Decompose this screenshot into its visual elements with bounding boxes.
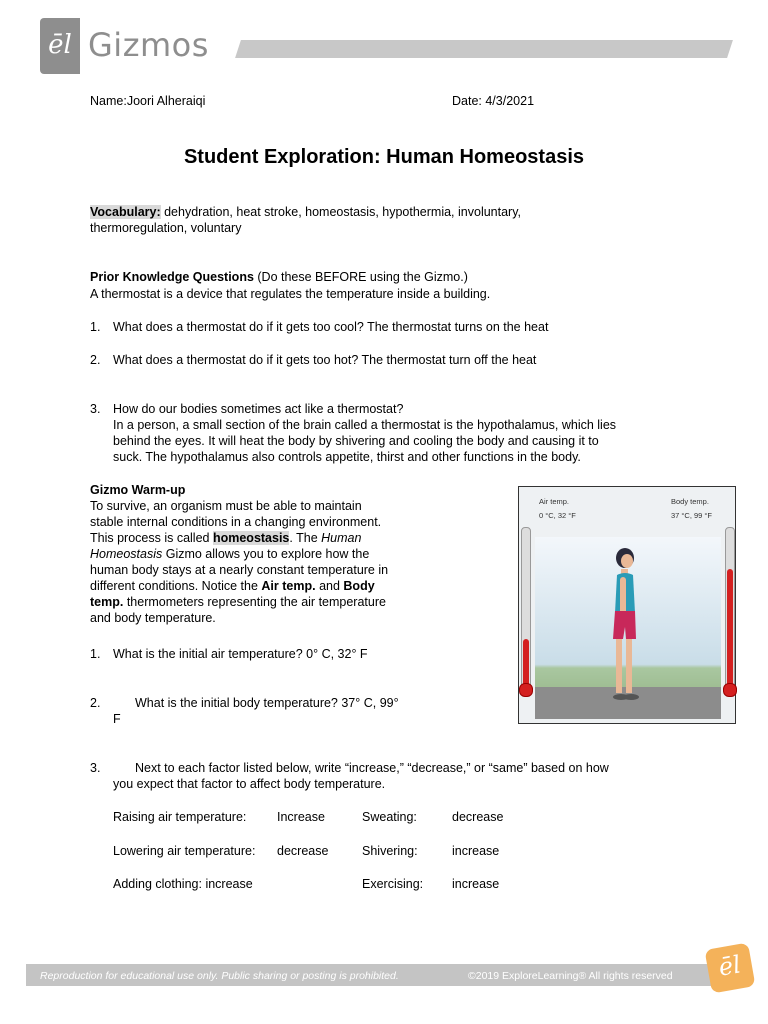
explorelearning-logo-icon: ēl [48,30,72,60]
warmup-line-7 [90,594,386,610]
prior-knowledge-heading [90,269,468,285]
footer-logo [705,943,756,994]
factor-label: Shivering: [362,844,418,858]
warmup-text: Gizmo allows you to explore how the [162,547,370,561]
vocabulary-label: Vocabulary: [90,205,161,219]
header-decorative-bar [235,40,733,58]
gizmo-name-italic: Homeostasis [90,547,163,561]
body-temp-term: temp. [90,595,124,609]
warmup-text: This process is called [90,531,213,545]
air-thermometer-bulb [519,683,533,697]
warmup-q2: What is the initial body temperature? 37° C, 99° [135,696,399,710]
vocabulary-line-2: thermoregulation, voluntary [90,221,242,235]
factor-answer: Increase [277,810,325,824]
factor-row [113,876,253,892]
warmup-line-1: To survive, an organism must be able to maintain [90,499,362,513]
explorelearning-logo-icon: ēl [716,950,743,982]
prior-q2: What does a thermostat do if it gets too hot? The thermostat turn off the heat [113,353,537,367]
warmup-line-4 [90,546,369,562]
warmup-heading [90,482,185,498]
body-temp-value: 37 °C, 99 °F [671,511,713,520]
factor-answer: increase [452,844,500,858]
factor-answer: decrease [452,810,504,824]
factor-label: Exercising: [362,877,424,891]
warmup-line-3 [90,530,361,546]
body-thermometer-bulb [723,683,737,697]
prior-q1: What does a thermostat do if it gets too cool? The thermostat turns on the heat [113,320,549,334]
person-figure [599,543,649,709]
factor-label: Lowering air temperature: [113,844,256,858]
name-value: Joori Alheraiqi [126,94,206,108]
body-temp-label: Body temp. [671,497,709,506]
body-thermometer [725,527,735,689]
body-thermometer-fill [727,569,733,686]
warmup-q2-number: 2. [90,696,101,710]
prior-q3: How do our bodies sometimes act like a thermostat? [113,402,404,416]
prior-q1-number: 1. [90,320,101,334]
prior-q2-number: 2. [90,353,101,367]
factor-answer: decrease [277,844,329,858]
factor-answer: increase [452,877,500,891]
body-temp-term: Body [343,579,375,593]
footer-notice: Reproduction for educational use only. Public sharing or posting is prohibited. [40,970,399,982]
name-field [90,93,205,109]
vocabulary-line-1 [90,204,521,220]
factor-answer: increase [205,877,253,891]
warmup-text: thermometers representing the air temperature [123,595,386,609]
date-value: 4/3/2021 [485,94,535,108]
prior-a3-line-1: In a person, a small section of the brain called a thermostat is the hypothalamus, which lies [113,418,617,432]
prior-heading-text: Prior Knowledge Questions [90,270,254,284]
warmup-q3-number: 3. [90,761,101,775]
prior-intro: A thermostat is a device that regulates the temperature inside a building. [90,287,491,301]
gizmo-simulation-figure [518,486,736,724]
air-thermometer-fill [523,639,529,686]
warmup-line-2: stable internal conditions in a changing environment. [90,515,382,529]
warmup-line-6 [90,578,375,594]
warmup-text: . The [289,531,322,545]
warmup-text: and [315,579,344,593]
factor-label: Sweating: [362,810,417,824]
factor-label: Raising air temperature: [113,810,247,824]
warmup-q3-line-1: Next to each factor listed below, write “increase,” “decrease,” or “same” based on how [135,761,609,775]
air-temp-label: Air temp. [539,497,570,506]
page-title: Student Exploration: Human Homeostasis [183,146,585,168]
prior-q3-number: 3. [90,402,101,416]
prior-a3-line-2: behind the eyes. It will heat the body by shivering and cooling the body and causing it to [113,434,599,448]
air-thermometer [521,527,531,689]
warmup-line-5: human body stays at a nearly constant temperature in [90,563,389,577]
air-temp-value: 0 °C, 32 °F [539,511,576,520]
warmup-q1-number: 1. [90,647,101,661]
factor-label: Adding clothing: [113,877,202,891]
air-temp-term: Air temp. [261,579,316,593]
prior-a3-line-3: suck. The hypothalamus also controls appetite, thirst and other functions in the body. [113,450,581,464]
homeostasis-term: homeostasis [212,531,290,545]
warmup-q3-line-2: you expect that factor to affect body temperature. [113,777,386,791]
warmup-q2-continued: F [113,712,121,726]
warmup-heading-text: Gizmo Warm-up [90,483,186,497]
vocabulary-terms-1: dehydration, heat stroke, homeostasis, hypothermia, involuntary, [160,205,522,219]
gizmo-name-italic: Human [321,531,362,545]
date-label: Date: [452,94,486,108]
warmup-text: different conditions. Notice the [90,579,262,593]
date-field [452,93,534,109]
name-label: Name: [90,94,127,108]
warmup-q1: What is the initial air temperature? 0° C, 32° F [113,647,368,661]
footer-copyright: ©2019 ExploreLearning® All rights reserved [468,970,673,982]
warmup-line-8: and body temperature. [90,611,216,625]
brand-name: Gizmos [88,26,209,64]
gizmos-logo-box [40,18,80,74]
prior-note: (Do these BEFORE using the Gizmo.) [253,270,468,284]
